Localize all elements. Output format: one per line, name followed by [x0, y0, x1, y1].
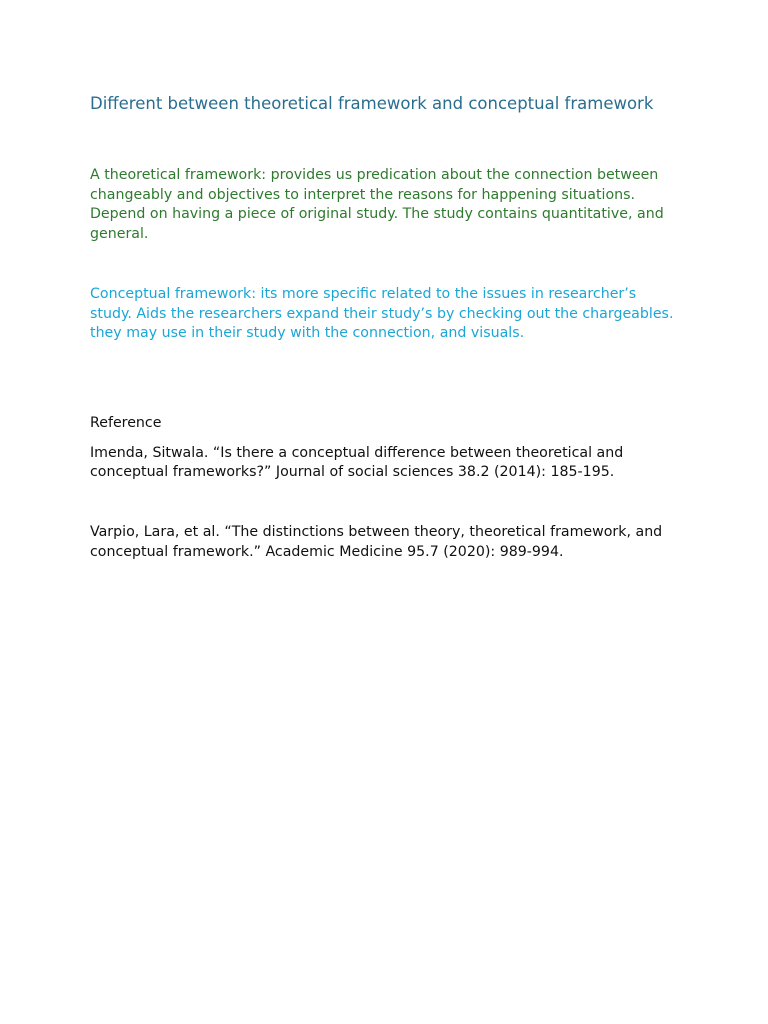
reference-item: Varpio, Lara, et al. “The distinctions between theory, theoretical framework, and conceptual framework.” Academic Medicine 95.7 (2020): 989-994.: [90, 524, 663, 560]
document-title: Different between theoretical framework and conceptual framework: [90, 94, 654, 113]
theoretical-framework-paragraph: A theoretical framework: provides us predication about the connection between changeably and objectives to interpret the reasons for happening situations. Depend on having a piece of original study. The study contains quantitative, and general.: [90, 167, 664, 243]
conceptual-framework-paragraph: Conceptual framework: its more specific related to the issues in researcher’s study. Aids the researchers expand their study’s by checking out the chargeables. they may use in their study with the connection, and visuals.: [90, 285, 674, 342]
reference-item: Imenda, Sitwala. “Is there a conceptual difference between theoretical and conceptual frameworks?” Journal of social sciences 38.2 (2014): 185-195.: [90, 444, 624, 481]
document-page: [90, 92, 680, 562]
reference-heading: Reference: [90, 414, 162, 431]
